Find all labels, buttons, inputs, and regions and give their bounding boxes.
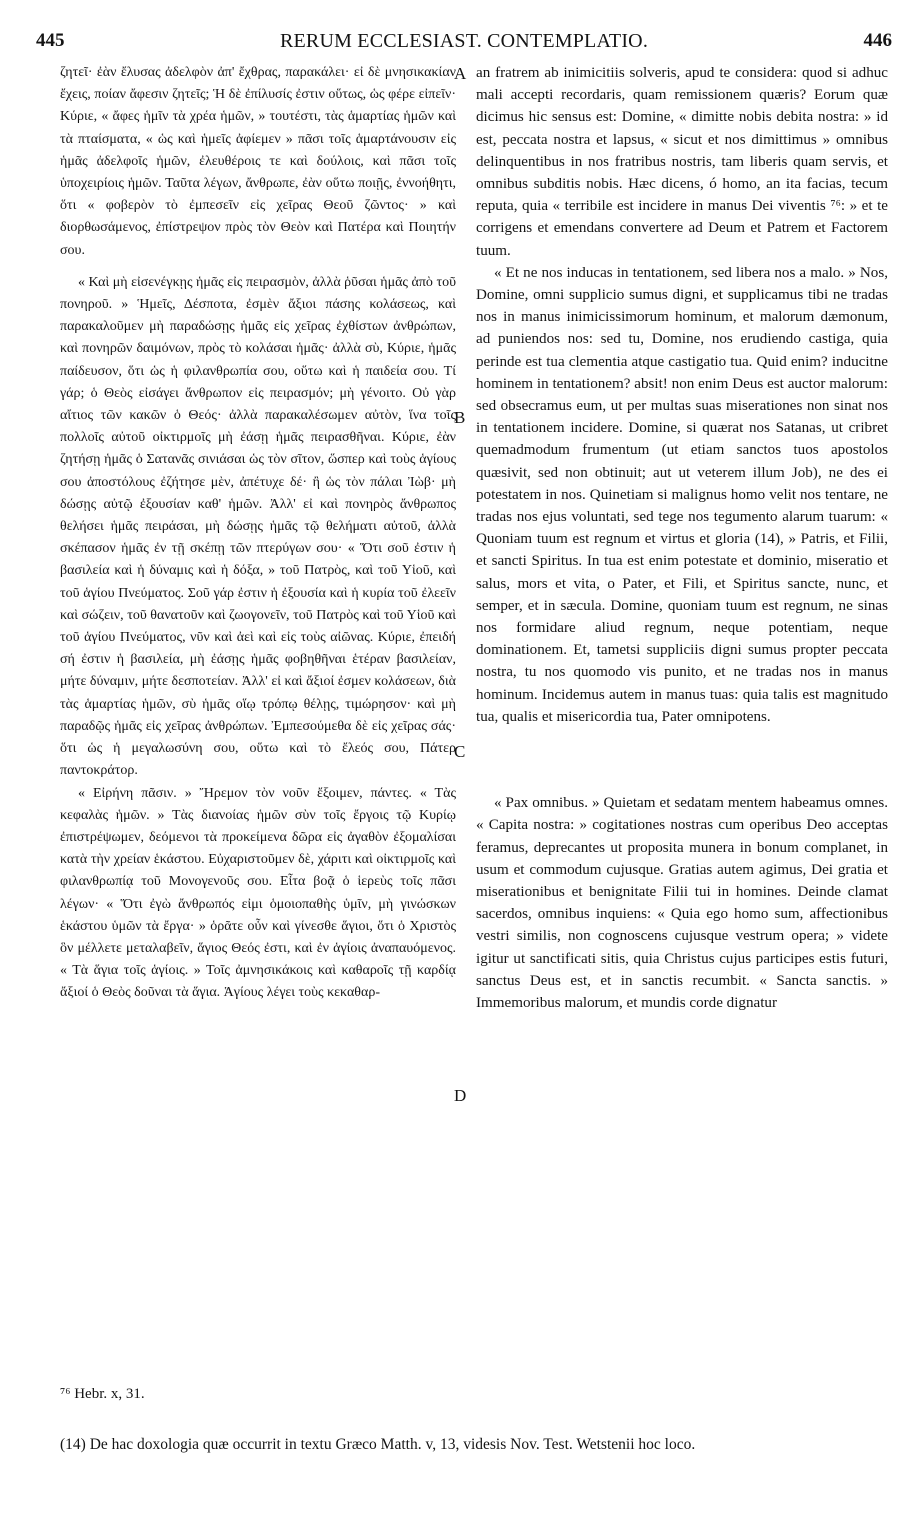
greek-paragraph-3: « Εἰρήνη πᾶσιν. » Ἤρεμον τὸν νοῦν ἔξοιμεν, πάντες. « Τὰς κεφαλὰς ἡμῶν. » Τὰς διανοίας ἡμῶν σὺν τοῖς ἔργοις τῷ Κυρίῳ ἐπιστρέψωμεν, δεόμενοι τὰ προκείμενα δῶρα εἰς ἀγαθὸν ἐξομαλίσαι κατὰ τὴν χρείαν ἑκάστου. Εὐχαριστοῦμεν δὲ, χάριτι καὶ οἰκτιρμοῖς καὶ φιλανθρωπίᾳ τοῦ Μονογενοῦς σου. Εἶτα βοᾷ ὁ ἱερεὺς τοῖς πᾶσι λέγων· « Ὅτι ἐγὼ ἄνθρωπός εἰμι ὁμοιοπαθὴς ὑμῖν, μὴ γινώσκων ἑκάστου ὑμῶν τὰ ἔργα· » ὁρᾶτε οὖν καὶ γίνεσθε ἅγιοι, ὅτι ὁ Χριστὸς ὃν μέλλετε μεταλαβεῖν, ἅγιος Θεός ἐστι, καὶ ἐν ἁγίοις ἀναπαυόμενος. « Τὰ ἅγια τοῖς ἁγίοις. » Τοῖς ἀμνησικάκοις καὶ καθαροῖς τῇ καρδίᾳ ἄξιοί ὁ Θεὸς δοῦναι τὰ ἅγια. Ἁγίους λέγει τοὺς κεκαθαρ- — [60, 785, 456, 1001]
latin-paragraph-1: an fratrem ab inimicitiis solveris, apud te considera: quod si adhuc mali accepti recordaris, quam remissionem quæris? Eorum quæ dicimus hic sensus est: Domine, « dimitte nobis debita nostra: » id est, peccata nostra et lapsus, « sicut et nos dimittimus » omnibus delinquentibus in nos fratribus nostris, tam liberis quam servis, et omnibus subditis nobis. Hæc dicens, ó homo, an ita facias, tecum reputa, quia « terribile est incidere in manus Dei viventis ⁷⁶: » et te corrigens et emendans convertere ad Deum et Patrem et Factorem tuum. — [476, 65, 888, 259]
column-marker-a: A — [454, 64, 467, 83]
page-header — [36, 30, 892, 56]
greek-paragraph-1: ζητεῖ· ἐὰν ἔλυσας ἀδελφὸν ἀπ' ἔχθρας, παρακάλει· εἰ δὲ μνησικακίαν ἔχεις, ποίαν ἄφεσιν ζητεῖς; Ἡ δὲ ἐπίλυσίς ἐστιν οὕτως, ὡς φέρε εἰπεῖν· Κύριε, « ἄφες ἡμῖν τὰ χρέα ἡμῶν, » τουτέστι, τὰς ἁμαρτίας ἡμῶν καὶ τὰ πταίσματα, « ὡς καὶ ἡμεῖς ἀφίεμεν » πᾶσι τοῖς ἁμαρτάνουσιν εἰς ἡμᾶς ἀδελφοῖς ἡμῶν, ἐλευθέροις τε καὶ δούλοις, καὶ πᾶσι τοῖς ὑποχειρίοις ἡμῶν. Ταῦτα λέγων, ἄνθρωπε, ἐὰν οὕτω ποιῇς, ἐννοήθητι, ὅτι « φοβερὸν τὸ ἐμπεσεῖν εἰς χεῖρας Θεοῦ ζῶντος· » καὶ διορθωσάμενος, ἐπίστρεψον πρὸς τὸν Θεὸν καὶ Πατέρα καὶ Ποιητήν σου. — [60, 65, 456, 258]
footnote-14: (14) De hac doxologia quæ occurrit in textu Græco Matth. v, 13, videsis Nov. Test. Wetstenii hoc loco. — [60, 1436, 696, 1453]
page-number-left: 445 — [36, 30, 65, 51]
column-marker-b: B — [454, 408, 466, 427]
running-title: RERUM ECCLESIAST. CONTEMPLATIO. — [279, 30, 649, 52]
latin-paragraph-2: « Et ne nos inducas in tentationem, sed libera nos a malo. » Nos, Domine, omni supplicio sumus digni, et supplicamus tibi ne tradas nos in manus inimicissimorum hominum, et malorum dæmonum, ad puniendos nos: sed tu, Domine, nos erudiendo castiga, quia perinde est tua clementia atque castigatio tua. Quid enim? inducitne hominem in tentationem? absit! non enim Deus est auctor malorum: sed obsecramus eum, ut per multas suas miserationes non sinat nos in tentationem incidere. Domine, si quærat nos Satanas, ut cribret quemadmodum frumentum (ut etiam sanctos tuos apostolos quæsivit, sed non obtinuit; aut ut veterem illum Job), ne des ei potestatem in nos. Quinetiam si malignus homo velit nos tentare, ne tradas nos ejus voluntati, sed tege nos tegumento alarum tuarum: « Quoniam tuum est regnum et virtus et gloria (14), » Patris, et Filii, et sancti Spiritus. In tua est enim potestate et dominio, miseratio et salus, mors et vita, o Pater, et Fili, et Spiritus sancte, nunc, et semper, et in sæcula. Domine, quoniam tuum est regnum, ne sinas nos formidare aliud regnum, neque potentiam, neque dominationem. Et, tametsi suppliciis digni sumus propter peccata nostra, tu nos quomodo vis punito, et ne tradas nos in manus hominum. Incidemus autem in manus tuas: quia talis est magnitudo tua, qualis et misericordia tua, Pater omnipotens. — [476, 264, 888, 725]
greek-paragraph-2: « Καὶ μὴ εἰσενέγκῃς ἡμᾶς εἰς πειρασμὸν, ἀλλὰ ῥῦσαι ἡμᾶς ἀπὸ τοῦ πονηροῦ. » Ἡμεῖς, Δέσποτα, ἐσμὲν ἄξιοι πάσης κολάσεως, καὶ παρακαλοῦμεν μὴ παραδώσῃς ἡμᾶς εἰς χεῖρας ἐχθίστων ἀνθρώπων, καὶ πονηρῶν δαιμόνων, πρὸς τὸ κολάσαι ἡμᾶς· ἀλλὰ σὺ, Κύριε, ἡμᾶς παίδευσον, ὅτι ὡς ἡ φιλανθρωπία σου, οὕτω καὶ ἡ παιδεία σου. Τί γάρ; ὁ Θεὸς εἰσάγει ἄνθρωπον εἰς πειρασμόν; μὴ γένοιτο. Οὐ γὰρ αἴτιος τῶν κακῶν ὁ Θεός· ἀλλὰ παρακαλέσωμεν αὐτὸν, ἵνα τοῖς πολλοῖς αὐτοῦ οἰκτιρμοῖς μὴ ἐάσῃ ἡμᾶς πειρασθῆναι. Κύριε, ἐὰν ζητήσῃ ἡμᾶς ὁ Σατανᾶς σινιάσαι ὡς τὸν σῖτον, ὥσπερ καὶ τοὺς ἁγίους σου ἀποστόλους ἐζήτησε μὲν, ἀπέτυχε δέ· ἢ ὡς τὸν πάλαι Ἰὼβ· μὴ δώσῃς αὐτῷ ἐξουσίαν καθ' ἡμῶν. Ἀλλ' εἰ καὶ πονηρὸς ἄνθρωπος θελήσει ἡμᾶς πειράσαι, μὴ δώσῃς ἡμᾶς τῷ θελήματι αὐτοῦ, ἀλλὰ σκέπασον ἡμᾶς ἐν τῇ σκέπῃ τῶν πτερύγων σου· « Ὅτι σοῦ ἐστιν ἡ βασιλεία καὶ ἡ δύναμις καὶ ἡ δόξα, » τοῦ Πατρὸς, καὶ τοῦ Υἱοῦ, καὶ τοῦ ἁγίου Πνεύματος. Σοῦ γάρ ἐστιν ἡ ἐξουσία καὶ ἡ κυρία τοῦ ἐλεεῖν καὶ σώζειν, τοῦ θανατοῦν καὶ ζωογονεῖν, τοῦ Πατρὸς καὶ τοῦ Υἱοῦ καὶ τοῦ ἁγίου Πνεύματος, νῦν καὶ ἀεὶ καὶ εἰς τοὺς αἰῶνας. Κύριε, ἐπειδή σή ἐστιν ἡ βασιλεία, μὴ ἐάσῃς ἡμᾶς φοβηθῆναι ἑτέραν βασιλείαν, μήτε δύναμιν, μήτε δεσποτείαν. Ἀλλ' εἰ καὶ ἄξιοί ἐσμεν κολάσεων, διὰ τὰς ἁμαρτίας ἡμῶν, σὺ ἡμᾶς οἵῳ τρόπῳ θέλῃς, τιμώρησον· καὶ μὴ παραδῷς ἡμᾶς εἰς χεῖρας ἀνθρώπων. Ἐμπεσούμεθα δὲ εἰς χεῖρας σάς· ὅτι ὡς ἡ μεγαλωσύνη σου, οὕτω καὶ τὸ ἔλεός σου, Πάτερ παντοκράτορ. — [60, 274, 456, 779]
latin-column — [476, 62, 888, 1014]
column-marker-c: C — [454, 742, 466, 761]
page-number-right: 446 — [863, 30, 892, 51]
greek-column — [60, 62, 456, 1005]
column-marker-d: D — [454, 1086, 467, 1105]
latin-paragraph-3: « Pax omnibus. » Quietam et sedatam mentem habeamus omnes. « Capita nostra: » cogitationes nostras cum operibus Deo acceptas feramus, deprecantes ut proposita munera in bonum complanet, in usum et commodum cujusque. Gratias autem agimus, Dei gratia et miserationibus et benignitate Filii tui in homines. Deinde clamat sacerdos, omnibus inquiens: « Quia ego homo sum, affectionibus vestri similis, non cognoscens cujusque vestrum opera; » videte igitur ut sanctificati sitis, quia Christus cujus participes estis futuri, sanctus Deus est, et in sanctis recumbit. « Sancta sanctis. » Immemoribus malorum, et mundis corde dignatur — [476, 795, 888, 1011]
footnote-76: ⁷⁶ Hebr. x, 31. — [60, 1386, 145, 1402]
